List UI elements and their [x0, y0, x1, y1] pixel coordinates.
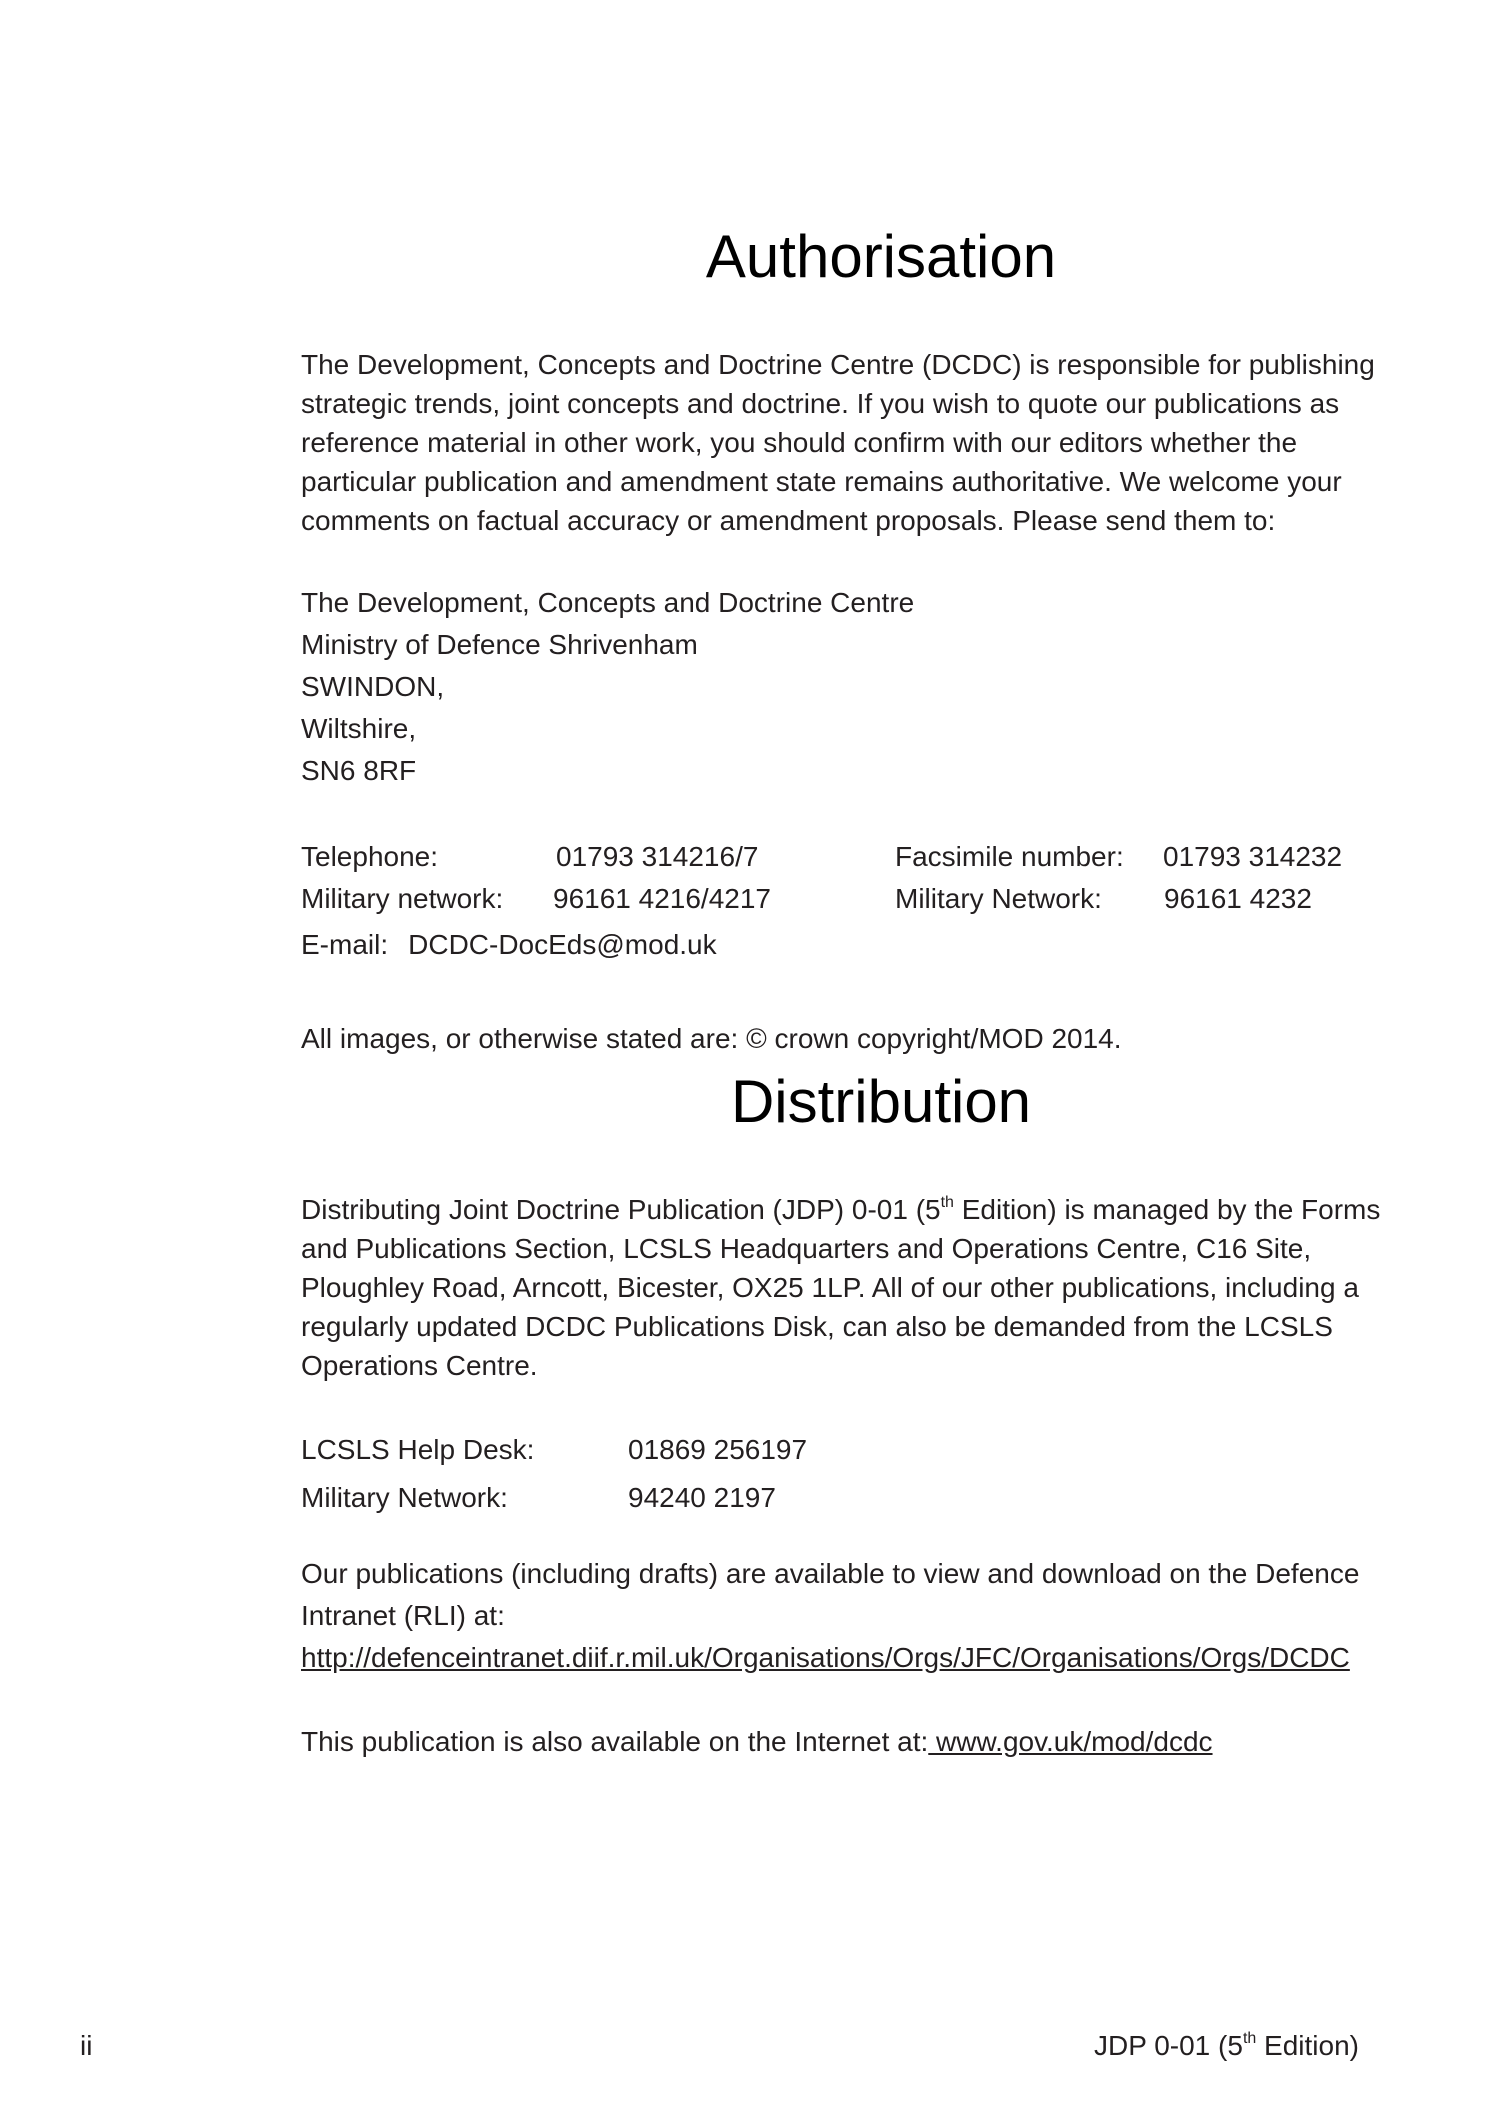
distribution-intro-part2: Edition) is managed by the Forms and Publications Section, LCSLS Headquarters and Operations Centre, C16 Site, Ploughley Road, Arncott, Bicester, OX25 1LP. All of our other publications, including a regularly updated DCDC Publications Disk, can also be demanded from the LCSLS Operations Centre.: [301, 1194, 1381, 1381]
helpdesk-details: [301, 1429, 1381, 1525]
helpdesk-value: 01869 256197: [628, 1434, 808, 1465]
helpdesk-military-network-label: Military Network:: [301, 1482, 508, 1513]
footer-doc-title: [1094, 2026, 1359, 2066]
address-line: Ministry of Defence Shrivenham: [301, 629, 698, 660]
intranet-text: Our publications (including drafts) are available to view and download on the Defence Intranet (RLI) at:: [301, 1558, 1360, 1631]
telephone-value: 01793 314216/7: [556, 841, 759, 872]
contact-row: [301, 878, 1401, 920]
facsimile-label: Facsimile number:: [895, 841, 1124, 872]
helpdesk-label: LCSLS Help Desk:: [301, 1434, 535, 1465]
military-network-2-value: 96161 4232: [1164, 883, 1312, 914]
authorisation-heading: Authorisation: [705, 223, 1057, 290]
authorisation-intro: The Development, Concepts and Doctrine Centre (DCDC) is responsible for publishing strategic trends, joint concepts and doctrine. If you wish to quote our publications as reference material in other work, you should confirm with our editors whether the particular publication and amendment state remains authoritative. We welcome your comments on factual accuracy or amendment proposals. Please send them to:: [301, 349, 1375, 536]
address-line: SWINDON,: [301, 671, 445, 702]
contact-details: [301, 836, 1381, 920]
edition-superscript: th: [940, 1193, 954, 1211]
address-line: Wiltshire,: [301, 713, 417, 744]
email-label: E-mail:: [301, 929, 389, 960]
distribution-intro-part1: Distributing Joint Doctrine Publication (JDP) 0-01 (5: [301, 1194, 941, 1225]
military-network-label: Military network:: [301, 883, 504, 914]
facsimile-value: 01793 314232: [1163, 841, 1343, 872]
internet-availability: [301, 1721, 1381, 1763]
telephone-label: Telephone:: [301, 841, 439, 872]
helpdesk-military-network-value: 94240 2197: [628, 1482, 776, 1513]
helpdesk-row: [301, 1429, 901, 1471]
page-number: ii: [80, 2030, 93, 2061]
email-row: [301, 924, 1381, 966]
distribution-heading: Distribution: [730, 1068, 1032, 1135]
address-line: The Development, Concepts and Doctrine Centre: [301, 587, 915, 618]
distribution-intro: [301, 1190, 1386, 1385]
footer-title-part1: JDP 0-01 (5: [1094, 2030, 1243, 2061]
postal-address: [301, 582, 1381, 792]
footer-title-part2: Edition): [1256, 2030, 1359, 2061]
page-content: [301, 215, 1381, 1791]
intranet-link[interactable]: http://defenceintranet.diif.r.mil.uk/Organisations/Orgs/JFC/Organisations/Orgs/DCDC: [301, 1642, 1350, 1673]
address-line: SN6 8RF: [301, 755, 417, 786]
intranet-availability: [301, 1553, 1401, 1679]
military-network-2-label: Military Network:: [895, 883, 1102, 914]
military-network-value: 96161 4216/4217: [553, 883, 771, 914]
internet-text: This publication is also available on the Internet at:: [301, 1726, 929, 1757]
copyright-notice: All images, or otherwise stated are: © crown copyright/MOD 2014.: [301, 1023, 1122, 1054]
contact-row: [301, 836, 1401, 878]
footer-superscript: th: [1242, 2029, 1257, 2047]
internet-link[interactable]: www.gov.uk/mod/dcdc: [928, 1726, 1213, 1757]
email-address[interactable]: DCDC-DocEds@mod.uk: [408, 929, 717, 960]
helpdesk-row: [301, 1477, 901, 1519]
